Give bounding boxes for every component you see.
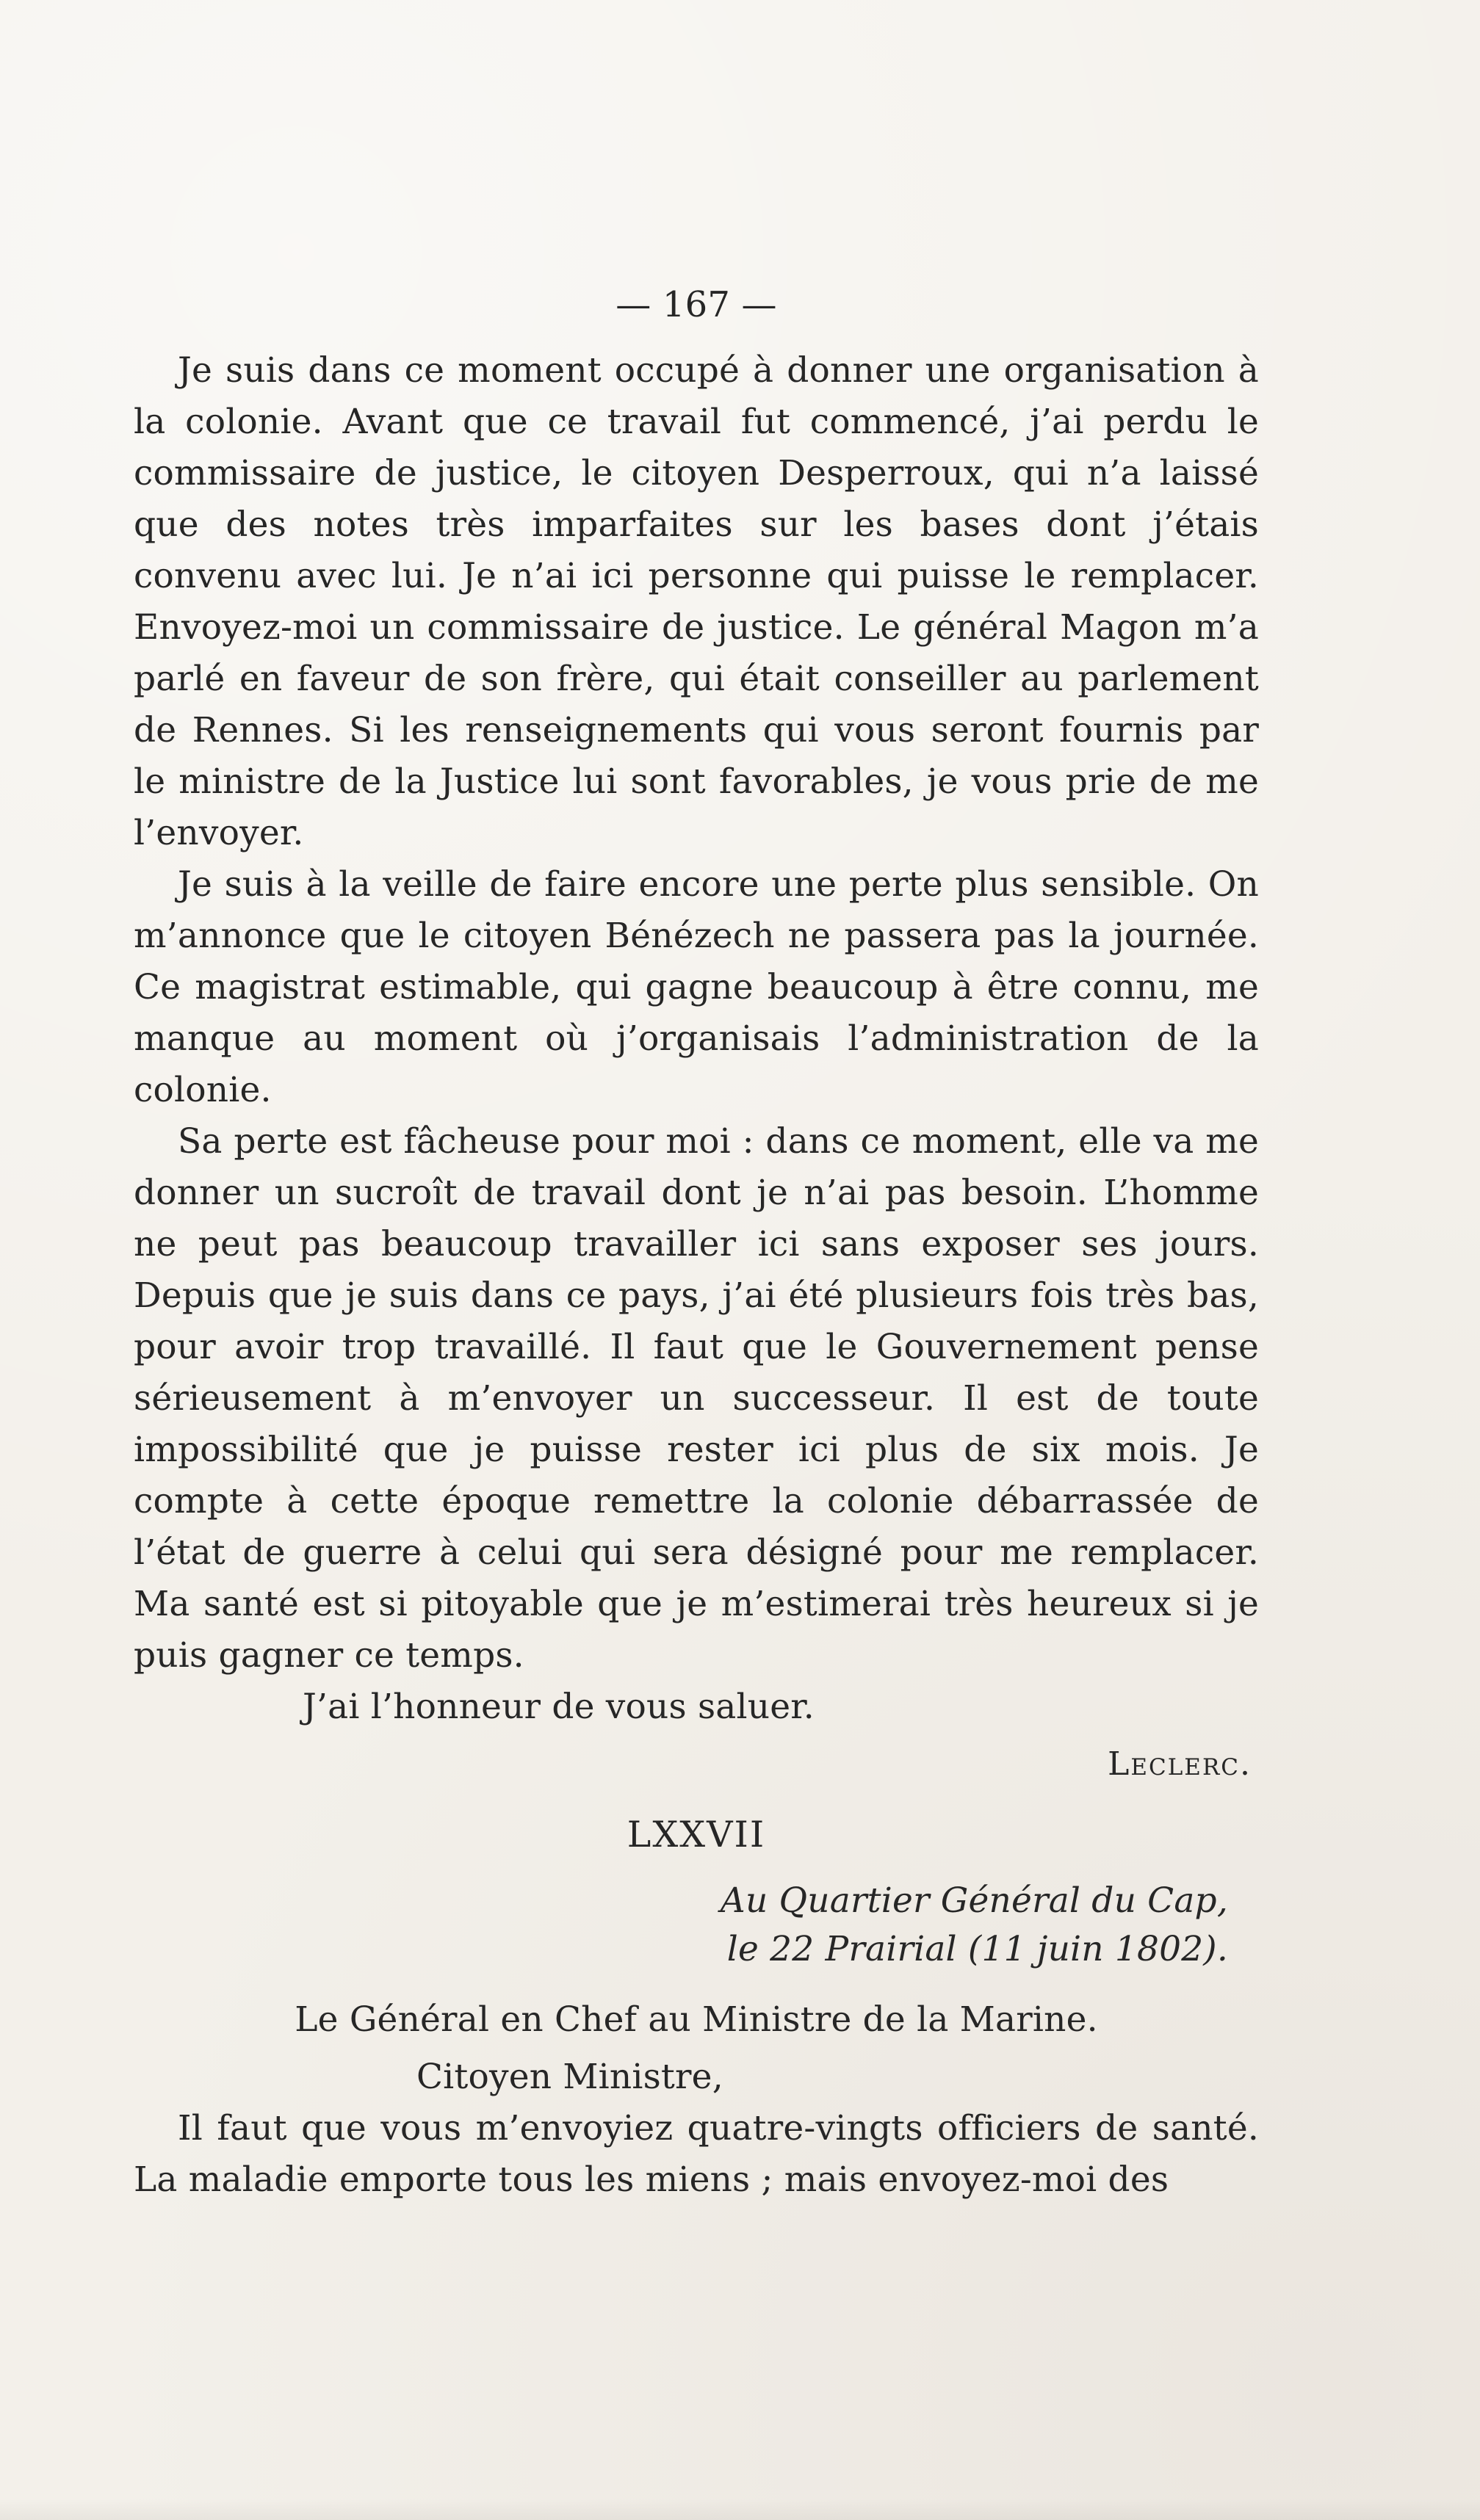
paragraph-1: Je suis dans ce moment occupé à donner une organisation à la colonie. Avant que ce travail fut commencé, j’ai perdu le commissaire de justice, le citoyen Desperroux, qui n’a laissé que des notes très imparfaites sur les bases dont j’étais convenu avec lui. Je n’ai ici personne qui puisse le remplacer. Envoyez-moi un commissaire de justice. Le général Magon m’a parlé en faveur de son frère, qui était conseiller au parlement de Rennes. Si les renseignements qui vous seront fournis par le ministre de la Justice lui sont favorables, je vous prie de me l’envoyer.: [134, 350, 1259, 853]
signoff-line: J’ai l’honneur de vous saluer.: [303, 1687, 815, 1727]
from-to-line: Le Général en Chef au Ministre de la Marine.: [295, 1999, 1098, 2040]
salutation: Citoyen Ministre,: [416, 2057, 723, 2097]
dateline-line-2: le 22 Prairial (11 juin 1802).: [726, 1929, 1228, 1969]
paragraph-3: Sa perte est fâcheuse pour moi : dans ce moment, elle va me donner un sucroît de travail dont je n’ai pas besoin. L’homme ne peut pas beaucoup travailler ici sans exposer ses jours. Depuis que je suis dans ce pays, j’ai été plusieurs fois très bas, pour avoir trop travaillé. Il faut que le Gouvernement pense sérieusement à m’envoyer un successeur. Il est de toute impossibilité que je puisse rester ici plus de six mois. Je compte à cette époque remettre la colonie débarrassée de l’état de guerre à celui qui sera désigné pour me remplacer. Ma santé est si pitoyable que je m’estimerai très heureux si je puis gagner ce temps.: [134, 1121, 1259, 1676]
dateline-line-1: Au Quartier Général du Cap,: [720, 1880, 1228, 1921]
section-heading: LXXVII: [627, 1814, 766, 1855]
page-text-block: [134, 279, 1259, 2206]
closing-paragraph: Il faut que vous m’envoyiez quatre-vingts officiers de santé. La maladie emporte tous les miens ; mais envoyez-moi des: [134, 2108, 1259, 2200]
paragraph-2: Je suis à la veille de faire encore une perte plus sensible. On m’annonce que le citoyen Bénézech ne passera pas la journée. Ce magistrat estimable, qui gagne beaucoup à être connu, me manque au moment où j’organisais l’administration de la colonie.: [134, 864, 1259, 1110]
page-number: — 167 —: [616, 284, 777, 325]
signature: Leclerc.: [1108, 1745, 1252, 1783]
dateline: [134, 1877, 1228, 1974]
page-shadow: [0, 2499, 1480, 2520]
